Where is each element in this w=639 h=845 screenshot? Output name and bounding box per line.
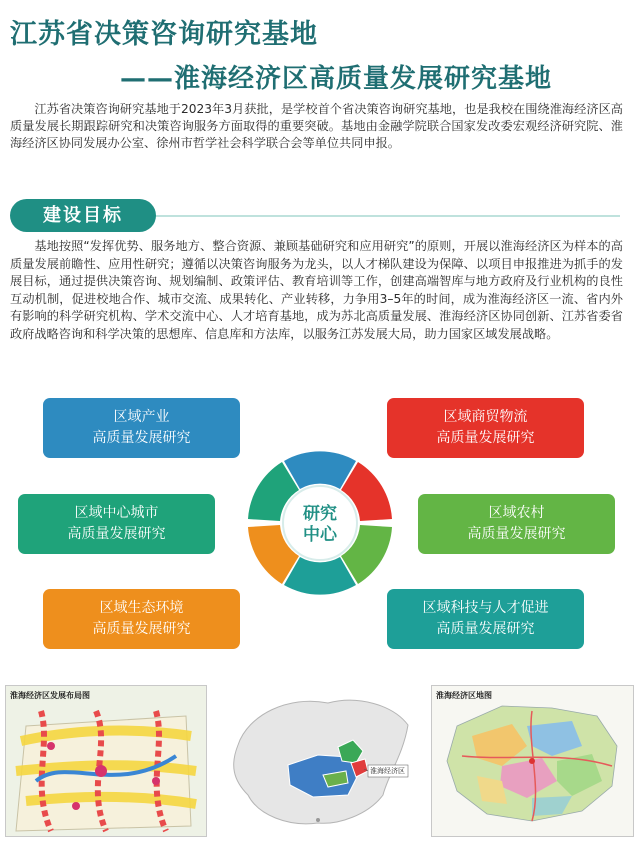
center-label-line1: 研究: [303, 504, 337, 524]
map-title: 淮海经济区发展布局图: [10, 691, 90, 700]
research-box-ecology: [43, 589, 240, 649]
box-title: 区域中心城市: [74, 505, 159, 521]
research-box-industry: [43, 398, 240, 458]
box-subtitle: 高质量发展研究: [67, 526, 166, 542]
box-title: 区域农村: [488, 505, 545, 521]
goal-paragraph: 基地按照“发挥优势、服务地方、整合资源、兼顾基础研究和应用研究”的原则，开展以淮海经济区为样本的高质量发展前瞻性、应用性研究；遵循以决策咨询服务为龙头，以人才梯队建设为保障、以项目申报推进为抓手的发展目标，通过提供决策咨询、规划编制、政策评估、教育培训等工作，创建高端智库与地方政府及行业机构的良性互动机制，促进校地合作、城市交流、成果转化、产业转移，力争用3–5年的时间，成为淮海经济区一流、省内外有影响的科学研究机构、学术交流中心、人才培育基地，成为苏北高质量发展、淮海经济区协同创新、江苏省委省政府战略咨询和科学决策的思想库、信息库和方法库，以服务江苏发展大局，助力国家区域发展战略。: [10, 239, 623, 341]
research-box-logistics: [387, 398, 584, 458]
china-map-graphic: [218, 685, 418, 835]
map-callout-label: 淮海经济区: [370, 767, 405, 775]
page-title: 江苏省决策咨询研究基地: [10, 19, 318, 50]
china-map: [218, 685, 418, 835]
research-box-central-city: [18, 494, 215, 554]
box-title: 区域科技与人才促进: [422, 600, 549, 616]
center-label-line2: 中心: [303, 525, 337, 545]
box-title: 区域产业: [113, 409, 170, 425]
box-subtitle: 高质量发展研究: [436, 621, 535, 637]
region-map-graphic: [432, 686, 633, 836]
page-subtitle: ——淮海经济区高质量发展研究基地: [120, 64, 553, 94]
intro-paragraph: 江苏省决策咨询研究基地于2023年3月获批，是学校首个省决策咨询研究基地，也是我校在围绕淮海经济区高质量发展长期跟踪研究和决策咨询服务方面取得的重要突破。基地由金融学院联合国家发改委宏观经济研究院、淮海经济区协同发展办公室、徐州市哲学社会科学联合会等单位共同申报。: [10, 102, 623, 150]
heading-divider: [150, 215, 620, 217]
research-box-tech-talent: [387, 589, 584, 649]
section-heading: 建设目标: [10, 199, 156, 232]
research-center-wheel: [240, 448, 400, 598]
box-title: 区域生态环境: [99, 600, 184, 616]
layout-map: [5, 685, 207, 837]
box-subtitle: 高质量发展研究: [92, 430, 191, 446]
box-title: 区域商贸物流: [443, 409, 528, 425]
layout-map-graphic: [6, 686, 206, 836]
map-title: 淮海经济区地图: [436, 691, 492, 700]
research-box-rural: [418, 494, 615, 554]
region-map: [431, 685, 634, 837]
box-subtitle: 高质量发展研究: [92, 621, 191, 637]
box-subtitle: 高质量发展研究: [467, 526, 566, 542]
box-subtitle: 高质量发展研究: [436, 430, 535, 446]
